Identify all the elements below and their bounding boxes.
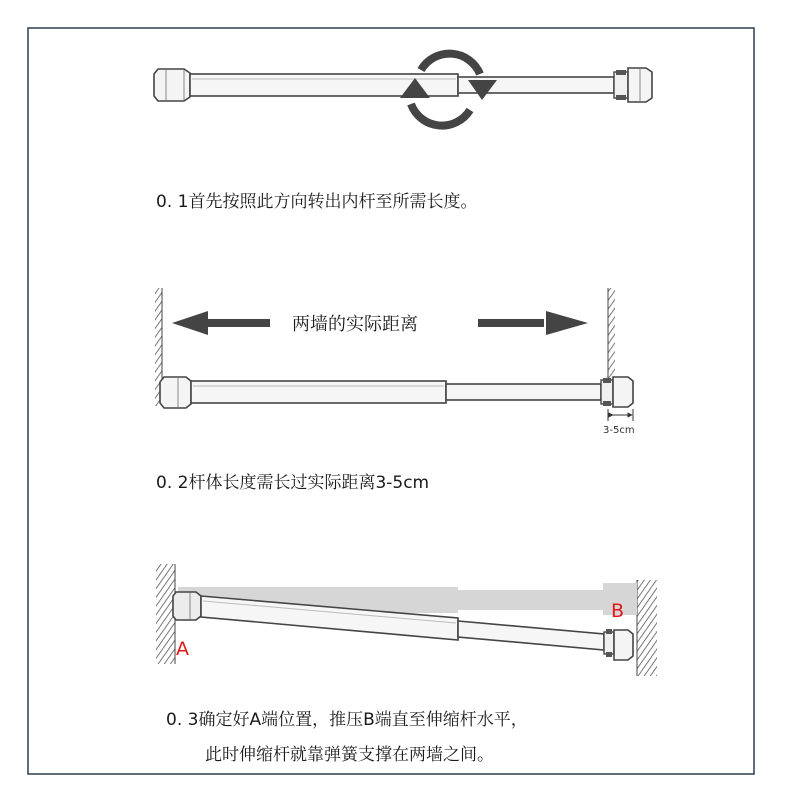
end-b-label: B bbox=[611, 600, 625, 622]
gap-label: 3-5cm bbox=[603, 425, 635, 436]
step2-rod bbox=[160, 377, 633, 408]
step3-caption-line1: 0. 3确定好A端位置，推压B端直至伸缩杆水平， bbox=[166, 710, 528, 730]
right-arrow-icon bbox=[478, 311, 588, 335]
left-arrow-icon bbox=[172, 311, 270, 335]
step3-caption-line2: 此时伸缩杆就靠弹簧支撑在两墙之间。 bbox=[205, 745, 494, 765]
gap-dimension bbox=[608, 409, 633, 421]
end-a-label: A bbox=[176, 638, 189, 660]
step1-caption: 0. 1首先按照此方向转出内杆至所需长度。 bbox=[156, 192, 478, 212]
distance-label: 两墙的实际距离 bbox=[292, 314, 418, 335]
step2-caption: 0. 2杆体长度需长过实际距离3-5cm bbox=[156, 473, 430, 493]
